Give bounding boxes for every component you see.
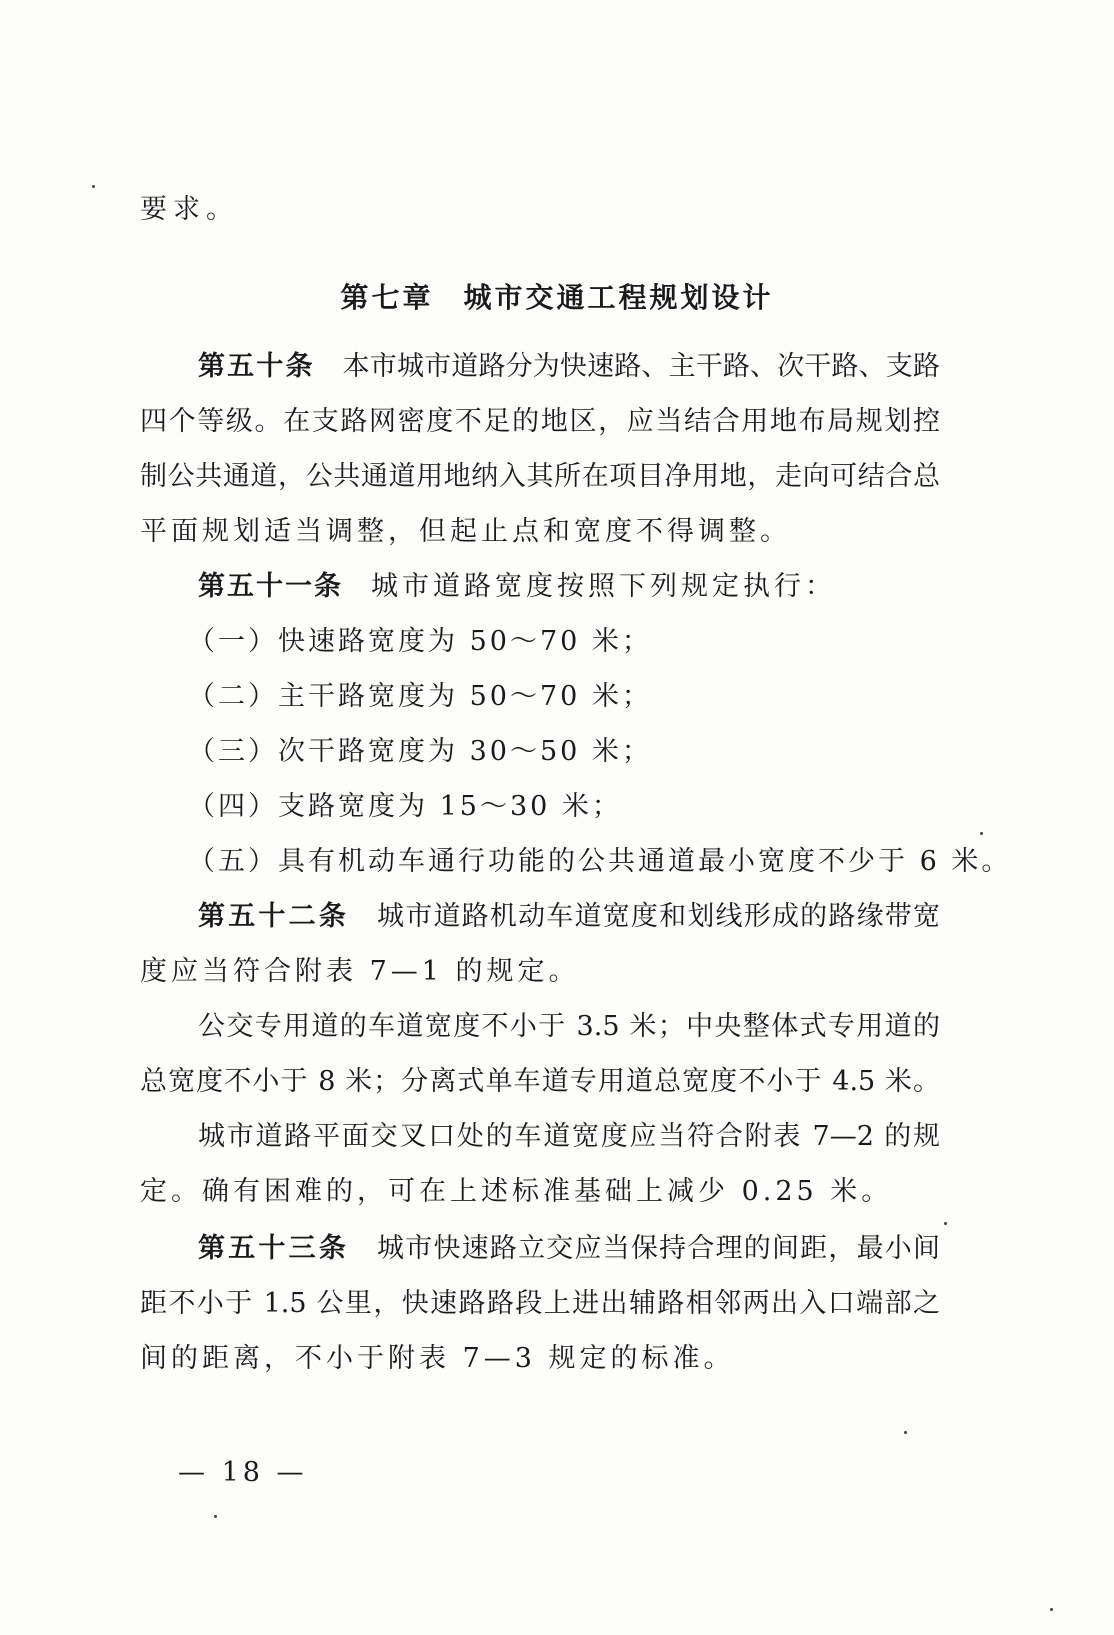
art50-line-1 [198,347,940,387]
page-number: — 18 — [178,1457,308,1488]
art52-para3-line-1: 城市道路平面交叉口处的车道宽度应当符合附表 7—2 的规 [198,1121,940,1152]
art52-line-1 [198,897,940,937]
art53-title: 第五十三条 [198,1233,350,1264]
art53-line-3: 间的距离，不小于附表 7—3 规定的标准。 [140,1343,735,1374]
art50-text-1: 本市城市道路分为快速路、主干路、次干路、支路 [342,351,940,382]
art52-text-1: 城市道路机动车道宽度和划线形成的路缘带宽 [377,901,941,932]
art51-intro: 城市道路宽度按照下列规定执行： [371,571,836,602]
art50-line-2: 四个等级。在支路网密度不足的地区，应当结合用地布局规划控 [140,406,940,437]
art52-title: 第五十二条 [198,901,350,932]
art51-title: 第五十一条 [198,571,343,602]
scan-speck [1050,1608,1053,1611]
art50-line-3: 制公共通道，公共通道用地纳入其所在项目净用地，走向可结合总 [140,461,940,492]
scan-speck [92,185,95,188]
art51-item-4: （四）支路宽度为 15～30 米； [188,791,622,822]
art53-line-2: 距不小于 1.5 公里，快速路路段上进出辅路相邻两出入口端部之 [140,1288,940,1319]
scan-speck [214,1515,217,1518]
art52-line-2: 度应当符合附表 7—1 的规定。 [140,956,580,987]
art51-item-3: （三）次干路宽度为 30～50 米； [188,736,652,767]
art51-item-5: （五）具有机动车通行功能的公共通道最小宽度不少于 6 米。 [188,846,1012,877]
art50-title: 第五十条 [198,351,315,382]
art51-item-1: （一）快速路宽度为 50～70 米； [188,626,652,657]
art52-para2-line-2: 总宽度不小于 8 米；分离式单车道专用道总宽度不小于 4.5 米。 [140,1066,940,1097]
chapter-title: 城市交通工程规划设计 [463,281,774,314]
art53-line-1 [198,1229,940,1269]
art53-text-1: 城市快速路立交应当保持合理的间距，最小间 [377,1233,941,1264]
chapter-heading [0,278,1114,318]
art50-line-4: 平面规划适当调整，但起止点和宽度不得调整。 [140,516,791,547]
art52-para3-line-2: 定。确有困难的，可在上述标准基础上减少 0.25 米。 [140,1176,893,1207]
chapter-number: 第七章 [340,281,434,314]
art51-line-1 [198,567,1038,607]
art52-para2-line-1: 公交专用道的车道宽度不小于 3.5 米；中央整体式专用道的 [198,1011,940,1042]
top-fragment: 要求。 [140,194,239,225]
scan-speck [980,832,983,835]
art51-item-2: （二）主干路宽度为 50～70 米； [188,681,652,712]
scan-speck [904,1431,907,1434]
scan-speck [944,1222,947,1225]
